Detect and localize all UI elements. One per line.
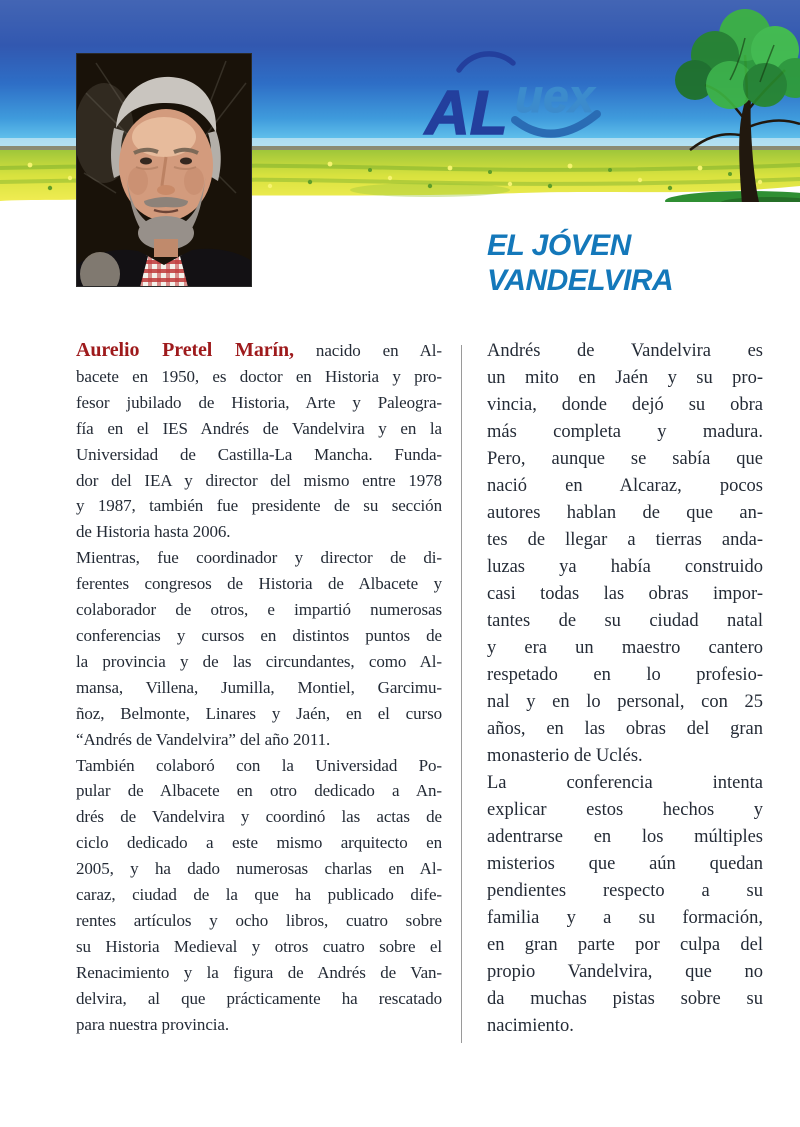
text-line: Pero, aunque se sabía que — [487, 449, 763, 469]
text-line: fía en el IES Andrés de Vandelvira y en la — [76, 418, 442, 438]
text-line: delvira, al que prácticamente ha rescatado — [76, 988, 442, 1008]
text-line: tes de llegar a tierras anda- — [487, 530, 763, 550]
text-line: La conferencia intenta — [487, 773, 763, 793]
text-line: adentrarse en los múltiples — [487, 827, 763, 847]
text-line: Mientras, fue coordinador y director de di- — [76, 548, 442, 568]
text-line: casi todas las obras impor- — [487, 584, 763, 604]
text-line: “Andrés de Vandelvira” del año 2011. — [76, 729, 331, 749]
text-line: ñoz, Belmonte, Linares y Jaén, en el curso — [76, 703, 442, 723]
text-line: Universidad de Castilla-La Mancha. Funda- — [76, 444, 442, 464]
text-line: propio Vandelvira, que no — [487, 962, 763, 982]
logo-text-uex: uex — [515, 70, 595, 122]
paragraph — [76, 545, 442, 752]
text-line: de Historia hasta 2006. — [76, 522, 231, 542]
text-line: nació en Alcaraz, pocos — [487, 476, 763, 496]
text-line: la provincia y de las circundantes, como Al- — [76, 651, 442, 671]
aluex-logo — [415, 46, 645, 154]
text-line: respetado en lo profesio- — [487, 665, 763, 685]
text-line: tantes de su ciudad natal — [487, 611, 763, 631]
text-line: pular de Albacete en otro dedicado a An- — [76, 781, 442, 801]
title-line-2: VANDELVIRA — [487, 264, 674, 297]
author-name: Aurelio Pretel Marín, — [76, 339, 294, 361]
text-line: da muchas pistas sobre su — [487, 989, 763, 1009]
text-line: años, en las obras del gran — [487, 719, 763, 739]
text-line: y era un maestro cantero — [487, 638, 763, 658]
text-line: y 1987, también fue presidente de su sección — [76, 496, 442, 516]
portrait-photo — [76, 53, 252, 287]
paragraph — [487, 338, 763, 770]
text-line: rentes artículos y ocho libros, cuatro sobre — [76, 910, 442, 930]
text-line: Renacimiento y la figura de Andrés de Van- — [76, 962, 442, 982]
column-divider — [461, 345, 462, 1043]
title-line-1: EL JÓVEN — [487, 229, 631, 262]
text-line: nacimiento. — [487, 1016, 574, 1036]
text-line: dor del IEA y director del mismo entre 1978 — [76, 470, 442, 490]
text-line: mansa, Villena, Jumilla, Montiel, Garcimu- — [76, 677, 442, 697]
left-column — [76, 338, 442, 1037]
page-title — [487, 228, 777, 298]
text-line: fesor jubilado de Historia, Arte y Paleogra- — [76, 392, 442, 412]
text-line: un mito en Jaén y su pro- — [487, 368, 763, 388]
text-line: en gran parte por culpa del — [487, 935, 763, 955]
text-line: bacete en 1950, es doctor en Historia y pro- — [76, 366, 442, 386]
text-line: más completa y madura. — [487, 422, 763, 442]
text-line: colaborador de otros, e impartió numerosas — [76, 600, 442, 620]
logo-arc-icon — [459, 54, 513, 70]
paragraph — [487, 770, 763, 1040]
text-line: caraz, ciudad de la que ha publicado dife- — [76, 885, 442, 905]
paragraph — [76, 753, 442, 1038]
text-line: Andrés de Vandelvira es — [487, 341, 763, 361]
text-line: vincia, donde dejó su obra — [487, 395, 763, 415]
logo-text-al: AL — [425, 79, 508, 148]
text-line: monasterio de Uclés. — [487, 746, 643, 766]
text-line: Aurelio Pretel Marín, nacido en Al- — [76, 339, 442, 361]
text-line: También colaboró con la Universidad Po- — [76, 755, 442, 775]
paragraph — [76, 338, 442, 545]
text-line: su Historia Medieval y otros cuatro sobre el — [76, 936, 442, 956]
text-line: explicar estos hechos y — [487, 800, 763, 820]
text-line: ciclo dedicado a este mismo arquitecto en — [76, 833, 442, 853]
text-line: 2005, y ha dado numerosas charlas en Al- — [76, 859, 442, 879]
text-line: familia y a su formación, — [487, 908, 763, 928]
text-line: drés de Vandelvira y coordinó las actas de — [76, 807, 442, 827]
text-line: pendientes respecto a su — [487, 881, 763, 901]
text-line: misterios que aún quedan — [487, 854, 763, 874]
text-line: conferencias y cursos en distintos puntos de — [76, 625, 442, 645]
text-line: ferentes congresos de Historia de Albacete y — [76, 574, 442, 594]
text-line: luzas ya había construido — [487, 557, 763, 577]
right-column — [487, 338, 763, 1040]
text-line: autores hablan de que an- — [487, 503, 763, 523]
text-line: para nuestra provincia. — [76, 1014, 229, 1034]
text-line: nal y en lo personal, con 25 — [487, 692, 763, 712]
